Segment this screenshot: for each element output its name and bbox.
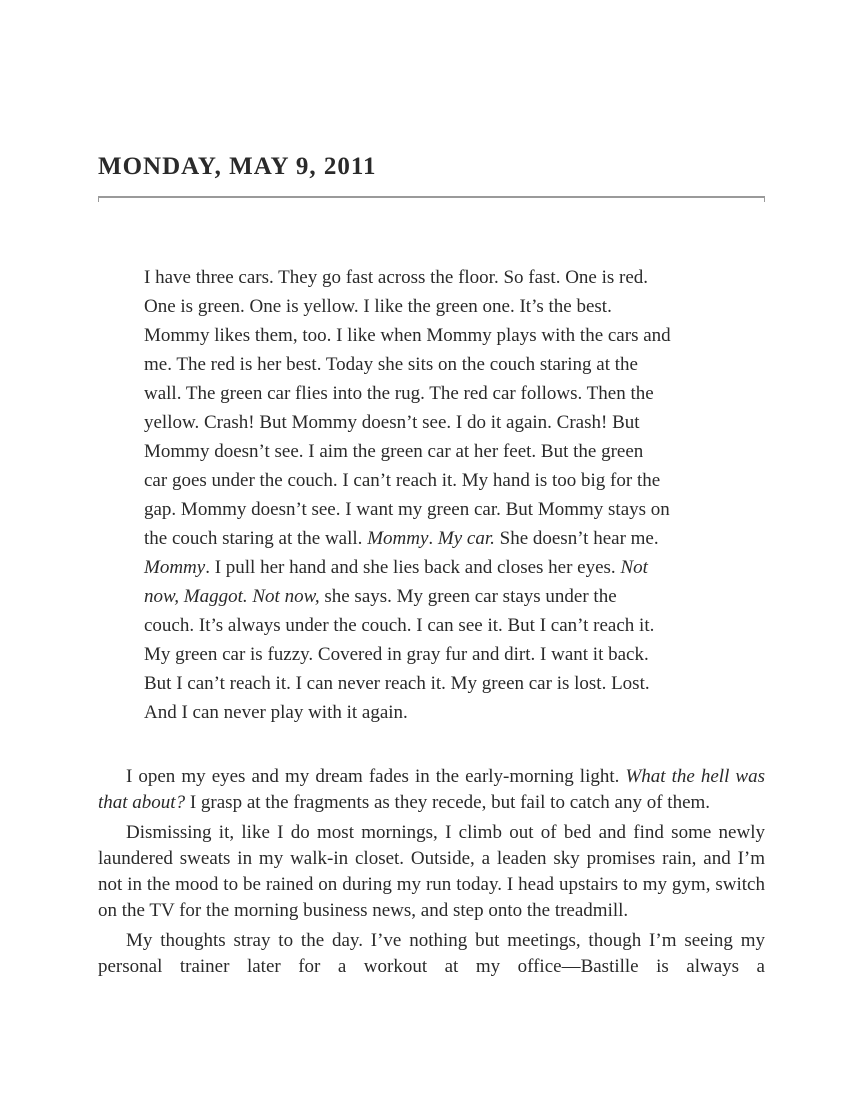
quote-line: [144, 437, 765, 466]
text-segment: Mommy doesn’t see. I aim the green car at her feet. But the green: [144, 441, 644, 462]
text-segment: .: [428, 528, 438, 549]
paragraph: [98, 928, 765, 980]
text-segment: My thoughts stray to the day. I’ve nothing but meetings, though I’m seeing my personal trainer later for a workout at my office—Bastille is always a: [98, 930, 765, 977]
quote-line: [144, 611, 765, 640]
quote-line: [144, 524, 765, 553]
italic-text-segment: What the hell was that about?: [98, 766, 765, 813]
text-segment: One is green. One is yellow. I like the green one. It’s the best.: [144, 296, 612, 317]
text-segment: wall. The green car flies into the rug. The red car follows. Then the: [144, 383, 654, 404]
quote-line: [144, 582, 765, 611]
text-segment: My green car is fuzzy. Covered in gray fur and dirt. I want it back.: [144, 644, 649, 665]
quote-line: [144, 553, 765, 582]
chapter-date-heading: MONDAY, MAY 9, 2011: [98, 153, 377, 180]
text-segment: I grasp at the fragments as they recede, but fail to catch any of them.: [185, 792, 711, 813]
paragraph: [98, 820, 765, 924]
text-segment: me. The red is her best. Today she sits on the couch staring at the: [144, 354, 638, 375]
text-segment: Mommy likes them, too. I like when Mommy plays with the cars and: [144, 325, 671, 346]
quote-line: [144, 640, 765, 669]
quote-line: [144, 263, 765, 292]
paragraph: [98, 764, 765, 816]
italic-text-segment: Mommy: [144, 557, 206, 578]
quote-line: [144, 466, 765, 495]
quote-line: [144, 495, 765, 524]
text-segment: I open my eyes and my dream fades in the early-morning light.: [126, 766, 626, 787]
quote-line: [144, 292, 765, 321]
italic-text-segment: Mommy: [367, 528, 429, 549]
italic-text-segment: My car.: [437, 528, 495, 549]
text-segment: And I can never play with it again.: [144, 702, 408, 723]
quote-line: [144, 698, 765, 727]
quote-line: [144, 321, 765, 350]
italic-text-segment: now, Maggot. Not now,: [144, 586, 320, 607]
text-segment: yellow. Crash! But Mommy doesn’t see. I do it again. Crash! But: [144, 412, 640, 433]
quote-line: [144, 350, 765, 379]
text-segment: she says. My green car stays under the: [319, 586, 617, 607]
body-paragraphs: [98, 764, 765, 980]
text-segment: Dismissing it, like I do most mornings, I climb out of bed and find some newly laundered sweats in my walk-in closet. Outside, a leaden sky promises rain, and I’m not in the mood to be rained on during my run today. I head upstairs to my gym, switch on the TV for the morning business news, and step onto the treadmill.: [98, 822, 765, 921]
text-segment: the couch staring at the wall.: [144, 528, 368, 549]
text-segment: . I pull her hand and she lies back and closes her eyes.: [205, 557, 621, 578]
quote-line: [144, 379, 765, 408]
text-segment: car goes under the couch. I can’t reach it. My hand is too big for the: [144, 470, 661, 491]
text-segment: I have three cars. They go fast across the floor. So fast. One is red.: [144, 267, 649, 288]
text-segment: couch. It’s always under the couch. I can see it. But I can’t reach it.: [144, 615, 655, 636]
heading-divider: [98, 196, 765, 202]
dream-quote-block: [144, 263, 765, 727]
quote-line: [144, 669, 765, 698]
italic-text-segment: Not: [620, 557, 648, 578]
text-segment: gap. Mommy doesn’t see. I want my green car. But Mommy stays on: [144, 499, 670, 520]
text-segment: But I can’t reach it. I can never reach it. My green car is lost. Lost.: [144, 673, 650, 694]
quote-line: [144, 408, 765, 437]
text-segment: She doesn’t hear me.: [494, 528, 659, 549]
